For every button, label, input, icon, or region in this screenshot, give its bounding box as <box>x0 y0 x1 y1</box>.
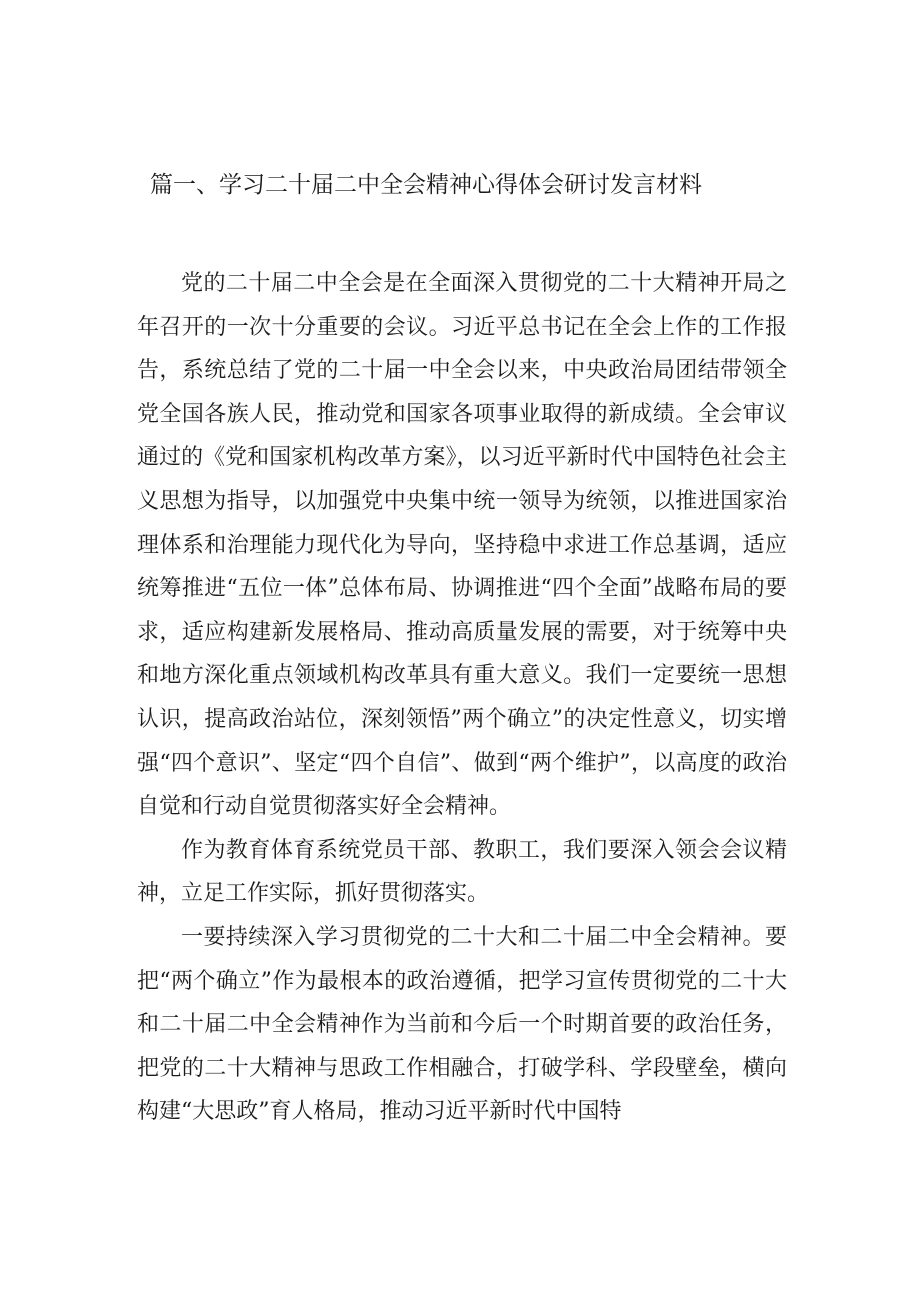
paragraph-point-one: 一要持续深入学习贯彻党的二十大和二十届二中全会精神。要把“两个确立”作为最根本的政治遵循，把学习宣传贯彻党的二十大和二十届二中全会精神作为当前和今后一个时期首要的政治任务，把党的二十大精神与思政工作相融合，打破学科、学段壁垒，横向构建“大思政”育人格局，推动习近平新时代中国特 <box>137 924 787 1125</box>
paragraph-role: 作为教育体育系统党员干部、教职工，我们要深入领会会议精神，立足工作实际，抓好贯彻落实。 <box>137 837 787 907</box>
document-title: 篇一、学习二十届二中全会精神心得体会研讨发言材料 <box>150 172 702 198</box>
paragraph-intro: 党的二十届二中全会是在全面深入贯彻党的二十大精神开局之年召开的一次十分重要的会议。习近平总书记在全会上作的工作报告，系统总结了党的二十届一中全会以来，中央政治局团结带领全党全国各族人民，推动党和国家各项事业取得的新成绩。全会审议通过的《党和国家机构改革方案》，以习近平新时代中国特色社会主义思想为指导，以加强党中央集中统一领导为统领，以推进国家治理体系和治理能力现代化为导向，坚持稳中求进工作总基调，适应统筹推进“五位一体”总体布局、协调推进“四个全面”战略布局的要求，适应构建新发展格局、推动高质量发展的需要，对于统筹中央和地方深化重点领域机构改革具有重大意义。我们一定要统一思想认识，提高政治站位，深刻领悟”两个确立”的决定性意义，切实增强“四个意识”、坚定“四个自信”、做到“两个维护”，以高度的政治自觉和行动自觉贯彻落实好全会精神。 <box>137 271 787 820</box>
document-body <box>137 262 787 1134</box>
